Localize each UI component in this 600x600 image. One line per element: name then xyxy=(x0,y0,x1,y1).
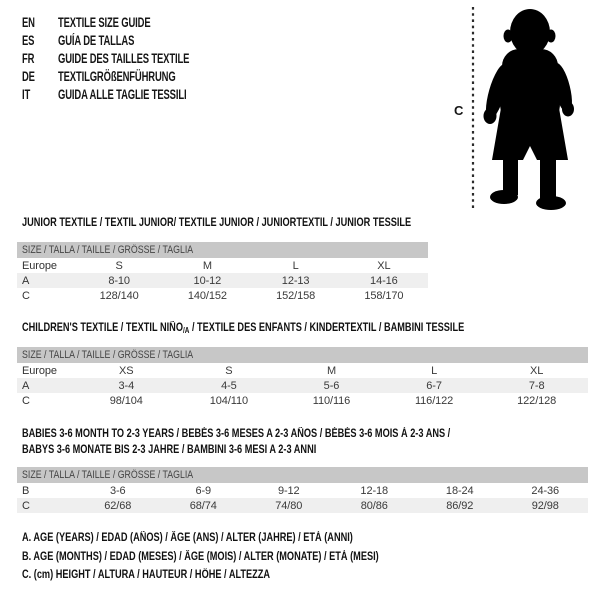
size-header-text: SIZE / TALLA / TAILLE / GRÖSSE / TAGLIA xyxy=(22,349,194,361)
size-value: 104/110 xyxy=(209,394,249,407)
row-label: Europe xyxy=(22,364,57,377)
size-value: 152/158 xyxy=(276,289,316,302)
size-value: 14-16 xyxy=(370,274,398,287)
junior-textile-table xyxy=(17,217,428,303)
size-value: M xyxy=(202,259,212,272)
table-row xyxy=(17,393,588,408)
size-header-text: SIZE / TALLA / TAILLE / GRÖSSE / TAGLIA xyxy=(22,469,194,481)
legend-note: C. (cm) HEIGHT / ALTURA / HAUTEUR / HÖHE / ALTEZZA xyxy=(22,569,271,582)
language-code: IT xyxy=(22,86,31,102)
subscript-text: /A xyxy=(182,326,190,335)
legend-note: B. AGE (MONTHS) / EDAD (MESES) / ÂGE (MOIS) / ALTER (MONATE) / ETÀ (MESI) xyxy=(22,550,379,563)
language-code: ES xyxy=(22,32,35,48)
size-value: 6-9 xyxy=(195,484,212,497)
table-row xyxy=(17,258,428,273)
size-value: 3-4 xyxy=(118,379,135,392)
language-row xyxy=(22,67,246,85)
size-value: 80/86 xyxy=(360,499,388,512)
size-value: XS xyxy=(119,364,134,377)
size-value: 12-13 xyxy=(281,274,310,287)
size-value: 18-24 xyxy=(445,484,474,497)
height-measure-label: C xyxy=(454,103,464,118)
size-value: 140/152 xyxy=(187,289,227,302)
size-value: 6-7 xyxy=(426,379,442,392)
language-row xyxy=(22,13,246,31)
language-row xyxy=(22,49,246,67)
row-label: C xyxy=(22,289,30,302)
size-value: L xyxy=(431,364,438,377)
language-title: GUIDA ALLE TAGLIE TESSILI xyxy=(58,86,187,102)
size-value: 116/122 xyxy=(414,394,454,407)
table-row xyxy=(17,483,588,498)
table-title: BABYS 3-6 MONATE BIS 2-3 JAHRE / BAMBINI 3-6 MESI A 2-3 ANNI xyxy=(22,444,317,456)
language-row xyxy=(22,31,246,49)
size-value: XL xyxy=(377,259,391,272)
size-value: L xyxy=(292,259,299,272)
language-list xyxy=(22,13,246,103)
legend-note: A. AGE (YEARS) / EDAD (AÑOS) / ÂGE (ANS) / ALTER (JAHRE) / ETÀ (ANNI) xyxy=(22,532,353,545)
table-title: BABIES 3-6 MONTH TO 2-3 YEARS / BEBÉS 3-6 MESES A 2-3 AÑOS / BÉBÉS 3-6 MOIS À 2-3 ANS / xyxy=(22,428,451,440)
row-label: C xyxy=(22,394,30,407)
row-label: B xyxy=(22,484,30,497)
size-value: 128/140 xyxy=(99,289,139,302)
table-row xyxy=(17,288,428,303)
size-value: 86/92 xyxy=(446,499,474,512)
size-value: 12-18 xyxy=(360,484,389,497)
size-value: 92/98 xyxy=(531,499,559,512)
size-value: 74/80 xyxy=(275,499,303,512)
row-label: C xyxy=(22,499,30,512)
size-value: 4-5 xyxy=(221,379,237,392)
table-row xyxy=(17,363,588,378)
size-header-bar xyxy=(17,467,588,483)
table-row xyxy=(17,498,588,513)
size-value: 68/74 xyxy=(189,499,217,512)
table-title: JUNIOR TEXTILE / TEXTIL JUNIOR/ TEXTILE JUNIOR / JUNIORTEXTIL / JUNIOR TESSILE xyxy=(22,217,412,229)
size-value: 8-10 xyxy=(108,274,130,287)
size-value: 110/116 xyxy=(312,394,351,407)
babies-textile-table xyxy=(17,426,588,513)
size-value: 24-36 xyxy=(531,484,560,497)
height-measure-dashed-line xyxy=(471,7,475,209)
table-title: CHILDREN'S TEXTILE / TEXTIL $NIÑO_{/A}$ / TEXTILE DES ENFANTS / KINDERTEXTIL / BAMBINI TESSILE xyxy=(22,322,465,335)
size-value: 158/170 xyxy=(364,289,404,302)
language-title: TEXTILGRÖßENFÜHRUNG xyxy=(58,68,176,84)
language-row xyxy=(22,85,246,103)
size-value: 122/128 xyxy=(517,394,557,407)
size-value: S xyxy=(115,259,123,272)
size-value: 10-12 xyxy=(193,274,222,287)
language-code: EN xyxy=(22,14,35,30)
table-row xyxy=(17,273,428,288)
table-row xyxy=(17,378,588,393)
language-title: TEXTILE SIZE GUIDE xyxy=(58,14,151,30)
legend-notes xyxy=(22,529,468,585)
size-value: S xyxy=(225,364,233,377)
size-header-bar xyxy=(17,242,428,258)
size-value: 5-6 xyxy=(323,379,340,392)
row-label: A xyxy=(22,379,30,392)
language-title: GUIDE DES TAILLES TEXTILE xyxy=(58,50,190,66)
size-value: 3-6 xyxy=(109,484,126,497)
size-value: 98/104 xyxy=(109,394,143,407)
row-label: A xyxy=(22,274,30,287)
size-header-text: SIZE / TALLA / TAILLE / GRÖSSE / TAGLIA xyxy=(22,244,194,256)
language-code: DE xyxy=(22,68,35,84)
size-header-bar xyxy=(17,347,588,363)
childrens-textile-table xyxy=(17,322,588,408)
row-label: Europe xyxy=(22,259,57,272)
size-value: XL xyxy=(530,364,544,377)
language-code: FR xyxy=(22,50,35,66)
size-value: 62/68 xyxy=(104,499,132,512)
size-value: M xyxy=(326,364,337,377)
baby-silhouette-icon xyxy=(481,5,587,211)
language-title: GUÍA DE TALLAS xyxy=(58,32,135,48)
size-value: 9-12 xyxy=(277,484,300,497)
size-value: 7-8 xyxy=(528,379,545,392)
